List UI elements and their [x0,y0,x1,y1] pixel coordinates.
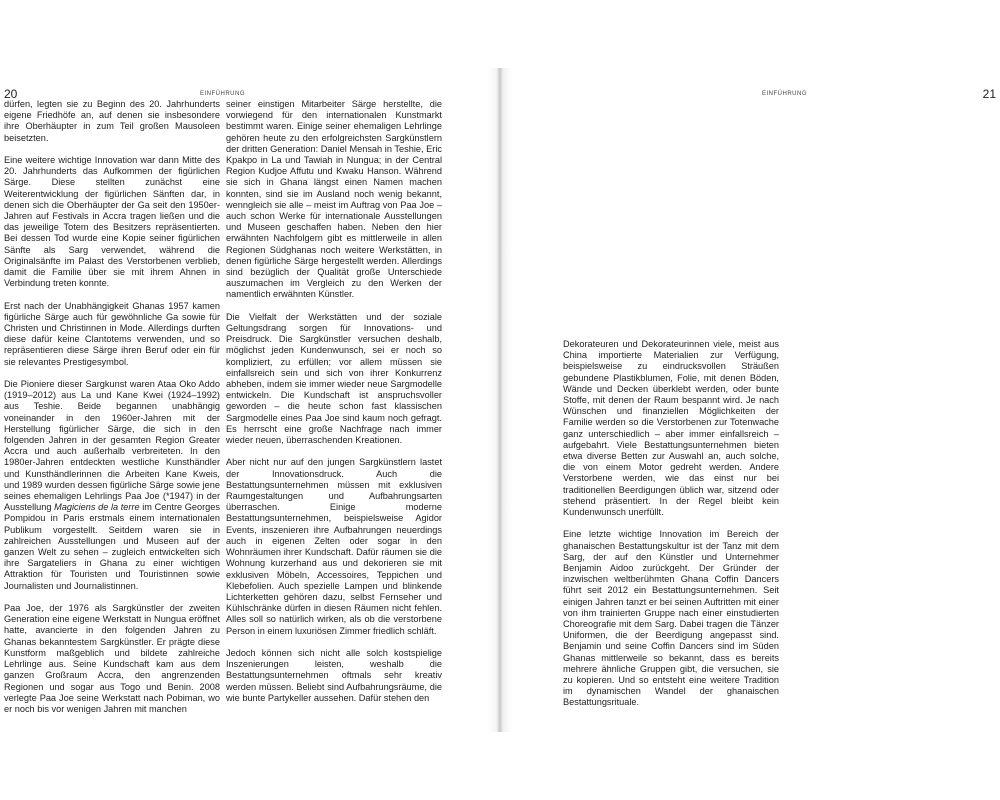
paragraph: Aber nicht nur auf den jungen Sargkünstlern lastet der Innovationsdruck. Auch die Bestattungsunternehmen müssen mit exklusiven Raumgestaltungen und Aufbahrungsarten überraschen. Einige moderne Bestattungsunternehmen, beispielsweise Agidor Events, inszenieren ihre Aufbahrungen neuerdings auch in eigenen Zelten oder sogar in den Wohnräumen ihrer Kundschaft. Dafür räumen sie die Wohnung kurzerhand aus und dekorieren sie mit exklusiven Möbeln, Accessoires, Teppichen und Klebefolien. Auch spezielle Lampen und blinkende Lichterketten gehören dazu, selbst Fernseher und Kühlschränke dürfen in diesen Räumen nicht fehlen. Alles soll so natürlich wirken, als ob die verstorbene Person in einem luxuriösen Zimmer friedlich schläft. [226,457,442,636]
paragraph [4,379,220,592]
paragraph: Paa Joe, der 1976 als Sargkünstler der zweiten Generation eine eigene Werkstatt in Nungua eröffnet hatte, avancierte in den folgenden Jahren zu Ghanas bekanntestem Sargkünstler. Er prägte diese Kunstform maßgeblich und bildete zahlreiche Lehrlinge aus. Seine Kundschaft kam aus dem ganzen Großraum Accra, den angrenzenden Regionen und sogar aus Togo und Benin. 2008 verlegte Paa Joe seine Werkstatt nach Pobiman, wo er noch bis vor wenigen Jahren mit manchen [4,603,220,714]
paragraph-text: im Centre Georges Pompidou in Paris erstmals einem internationalen Publikum vorgestellt. Seitdem waren sie in zahlreichen Ausstellungen und Museen auf der ganzen Welt zu sehen – zugleich entwickelten sich ihre Sargateliers in Ghana zu einer wichtigen Attraktion für Touristen und Touristinnen sowie Journalisten und Journalistinnen. [4,502,220,591]
paragraph: Jedoch können sich nicht alle solch kostspielige Inszenierungen leisten, weshalb die Bestattungsunternehmen oftmals sehr kreativ werden müssen. Beliebt sind Aufbahrungsräume, die wie bunte Partykeller aussehen. Dafür stehen den [226,647,442,703]
running-head-right: EINFÜHRUNG [762,91,807,97]
exhibition-title: Magiciens de la terre [54,502,140,513]
book-gutter-shadow [488,68,512,732]
paragraph: Die Vielfalt der Werkstätten und der soziale Geltungsdrang sorgen für Innovations- und Preisdruck. Die Sargkünstler versuchen deshalb, möglichst jeden Kundenwunsch, sei er noch so kompliziert, zu erfüllen; vor allem müssen sie einfallsreich sein und sich von ihrer Konkurrenz abheben, indem sie immer wieder neue Sargmodelle entwickeln. Die Kundschaft ist anspruchsvoller geworden – die heute schon fast klassischen Sargmodelle eines Paa Joe sind kaum noch gefragt. Es herrscht eine große Nachfrage nach immer wieder neuen, überraschenden Kreationen. [226,311,442,446]
paragraph: Dekorateuren und Dekorateurinnen viele, meist aus China importierte Materialien zur Verfügung, beispielsweise zu eindrucksvollen Sträußen gebundene Plastikblumen, Folie, mit denen Böden, Wände und Decken überklebt werden, oder bunte Stoffe, mit denen der Raum bespannt wird. Je nach Wünschen und finanziellen Möglichkeiten der Familie werden so die Verstorbenen zur Totenwache ganz unterschiedlich – aber immer einfallsreich – aufgebahrt. Viele Bestattungsunternehmen bieten etwa diverse Betten zur Auswahl an, auch solche, die von einem Motor gedreht werden. Andere Verstorbene werden, wie das einst nur bei traditionellen Beerdigungen üblich war, sitzend oder stehend präsentiert. In der Regel bleibt kein Kundenwunsch unerfüllt. [563,339,779,518]
paragraph: Eine weitere wichtige Innovation war dann Mitte des 20. Jahrhunderts das Aufkommen der figürlichen Särge. Diese stellten zunächst eine Weiterentwicklung der figürlichen Sänften dar, in denen sich die Oberhäupter der Ga seit den 1950er-Jahren auf Festivals in Accra tragen ließen und die das jeweilige Totem des Besitzers repräsentierten. Bei dessen Tod wurde eine Kopie seiner figürlichen Sänfte als Sarg verwendet, während die Originalsänfte im Palast des Verstorbenen verblieb, damit die Familie über sie mit ihrem Ahnen in Verbindung treten konnte. [4,155,220,289]
left-column-2 [226,99,442,704]
page-number-right: 21 [982,87,996,101]
running-head-left: EINFÜHRUNG [200,91,245,97]
right-column-1 [563,339,779,709]
paragraph: seiner einstigen Mitarbeiter Särge herstellte, die vorwiegend für den internationalen Kunstmarkt bestimmt waren. Einige seiner ehemaligen Lehrlinge gehören heute zu den erfolgreichsten Sargkünstlern der dritten Generation: Daniel Mensah in Teshie, Eric Kpakpo in La und Tawiah in Nungua; in der Central Region Kudjoe Affutu und Kwaku Hanson. Während sie sich in Ghana längst einen Namen machen konnten, sind sie im Ausland noch wenig bekannt, wenngleich sie alle – meist im Auftrag von Paa Joe – auch schon Werke für internationale Ausstellungen und Museen geschaffen haben. Neben den hier erwähnten Nachfolgern gibt es mittlerweile in allen Regionen Südghanas noch weitere Werkstätten, in denen figürliche Särge hergestellt werden. Allerdings sind bezüglich der Qualität große Unterschiede auszumachen im Vergleich zu den Werken der namentlich erwähnten Künstler. [226,99,442,300]
page-number-left: 20 [4,87,18,101]
paragraph: dürfen, legten sie zu Beginn des 20. Jahrhunderts eigene Friedhöfe an, auf denen sie insbesondere ihre Oberhäupter in zum Teil großen Mausoleen beisetzten. [4,99,220,143]
paragraph: Eine letzte wichtige Innovation im Bereich der ghanaischen Bestattungskultur ist der Tanz mit dem Sarg, der auf den Künstler und Unternehmer Benjamin Aidoo zurückgeht. Der Gründer der inzwischen weltberühmten Ghana Coffin Dancers führt seit 2012 ein Bestattungsunternehmen. Seit einigen Jahren tanzt er bei seinen Auftritten mit einer von ihm trainierten Gruppe nach einer einstudierten Choreografie mit dem Sarg. Dabei tragen die Tänzer Uniformen, die der Beerdigung angepasst sind. Benjamin und seine Coffin Dancers sind im Süden Ghanas mittlerweile so bekannt, dass es bereits mehrere ähnliche Gruppen gibt, die versuchen, sie zu kopieren. Und so entsteht eine weitere Tradition im dynamischen Wandel der ghanaischen Bestattungsrituale. [563,529,779,708]
right-page [500,0,1000,800]
paragraph-text: Die Pioniere dieser Sargkunst waren Ataa Oko Addo (1919–2012) aus La und Kane Kwei (1924–1992) aus Teshie. Beide begannen unabhängig voneinander in den 1960er-Jahren mit der Herstellung figürlicher Särge, die sich in den folgenden Jahren in der gesamten Region Greater Accra und auch außerhalb verbreiteten. In den 1980er-Jahren entdeckten westliche Kunsthändler und Kunsthändlerinnen die Arbeiten Kane Kweis, und 1989 wurden dessen figürliche Särge sowie jene seines ehemaligen Lehrlings Paa Joe (*1947) in der Ausstellung [4,379,220,513]
paragraph: Erst nach der Unabhängigkeit Ghanas 1957 kamen figürliche Särge auch für gewöhnliche Ga sowie für Christen und Christinnen in Mode. Allerdings durften diese dafür keine Clantotems verwenden, und so repräsentieren diese Särge ihren Beruf oder ein für sie relevantes Prestigesymbol. [4,300,220,367]
left-column-1 [4,99,220,715]
